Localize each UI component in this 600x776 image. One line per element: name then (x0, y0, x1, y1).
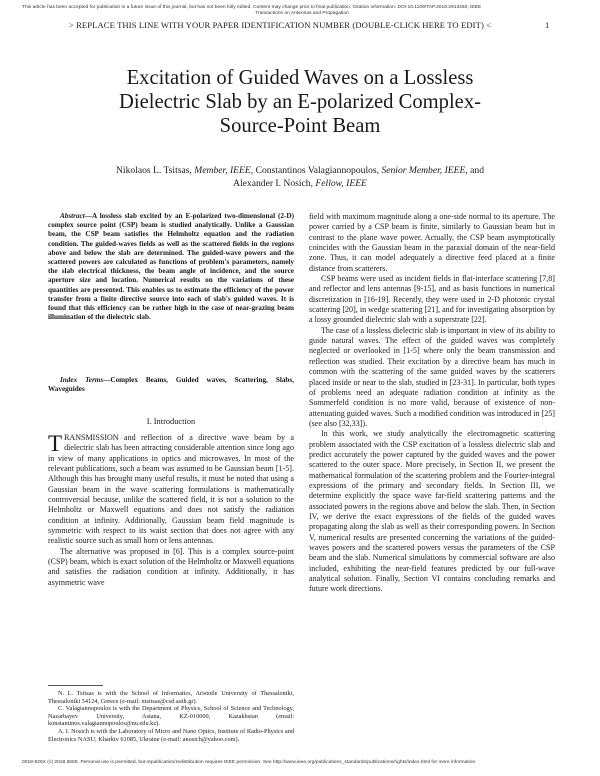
author-line-2 (60, 178, 540, 191)
footnote-2: C. Valagiannopoulos is with the Department of Physics, School of Science and Technology, Nazarbayev University, Astana, KZ-010000, Kazakhstan (email: konstantinos.valagiannopoulos@nu.edu.kz). (48, 705, 294, 728)
title-line-2: Dielectric Slab by an E-polarized Complex- (119, 91, 481, 113)
title-line-3: Source-Point Beam (219, 115, 381, 137)
intro-paragraph-2: The alternative was proposed in [6]. This is a complex source-point (CSP) beam, which is exact solution of the Helmholtz or Maxwell equations and satisfies the radiation condition at infinity. Additionally, it has asymmetric wave (48, 546, 294, 587)
author-line-1 (60, 165, 540, 178)
page-number: 1 (545, 20, 550, 30)
author-1-name: Nikolaos L. Tsitsas, (115, 165, 195, 176)
intro-paragraph-1-text: RANSMISSION and reflection of a directive wave beam by a dielectric slab has been attracting considerable attention since long ago in view of many applications in optics and microwaves. In most of the relevant publications, such a beam was assumed to be Gaussian beam [1-5]. Although this has brought many useful results, it must be noted that using a Gaussian beam in the wave scattering formulations is mathematically controversial because, unlike the scattered field, it is not a solution to the Helmholtz or Maxwell equations and does not satisfy the radiation condition at infinity. Additionally, Gaussian beam field magnitude is symmetric with respect to its waist section that does not agree with any realistic source such as small horn or lens antennas. (48, 433, 294, 546)
author-2-role: Senior Member, IEEE (381, 165, 466, 176)
abstract-label: Abstract (60, 212, 85, 220)
author-3-role: Fellow, IEEE (315, 177, 367, 189)
author-list (60, 165, 540, 190)
right-column-body (309, 212, 555, 595)
paper-title (60, 66, 540, 138)
intro-paragraph-1 (48, 433, 294, 547)
index-terms (48, 376, 294, 394)
abstract (48, 212, 294, 322)
paper-id-placeholder[interactable]: > REPLACE THIS LINE WITH YOUR PAPER IDENTIFICATION NUMBER (DOUBLE-CLICK HERE TO EDIT) < (68, 20, 492, 30)
copyright-footer: 0018-926X (c) 2018 IEEE. Personal use is permitted, but republication/redistribution requires IEEE permission. See http://www.ieee.org/publications_standards/publications/rights/index.html for more information. (22, 760, 477, 765)
drop-cap: T (48, 431, 63, 456)
footnote-divider (48, 685, 103, 686)
author-separator: , and (465, 165, 485, 176)
author-1-role: Member, IEEE (194, 165, 251, 176)
right-paragraph-1: field with maximum magnitude along a one-side normal to its aperture. The power carried by a CSP beam is finite, similarly to Gaussian beam but in contrast to the plane wave power. Actually, the CSP beam asymptotically coincides with the Gaussian beam in the paraxial domain of the near-field zone. Thus, it can model adequately a directive feed placed at a finite distance from scatterers. (309, 212, 555, 273)
footnote-3: A. I. Nosich is with the Laboratory of Micro and Nano Optics, Institute of Radio-Physics and Electronics NASU, Kharkiv 61085, Ukraine (e-mail: anosich@yahoo.com). (48, 727, 294, 743)
notice-line-1: This article has been accepted for publication in a future issue of this journal, but has not been fully edited. Content may change prior to final publication. Citation information: DOI 10.1109/TAP.2019.2913460, IEEE (22, 5, 482, 10)
abstract-text: —A lossless slab excited by an E-polarized two-dimensional (2-D) complex source point (CSP) beam is studied analytically. Unlike a Gaussian beam, the CSP beam satisfies the Helmholtz equation and the radiation condition. The guided-waves fields as well as the scattered fields in the regions above and below the slab are determined. The guided-wave powers and the scattered powers are calculated as functions of problem's parameters, namely the slab electrical thickness, the beam angle of incidence, and the source aperture size and location. Numerical results on the variations of these quantities are presented. This enables us to estimate the efficiency of the power transfer from a finite directive source into each of slab's guided waves. It is found that this efficiency can be rather high in the case of near-grazing beam illumination of the dielectric slab. (48, 212, 294, 322)
title-line-1: Excitation of Guided Waves on a Lossless (126, 67, 474, 89)
right-paragraph-2: CSP beams were used as incident fields in flat-interface scattering [7,8] and reflector and lens antennas [9-15], and as basis functions in numerical discretization in [16-19]. Recently, they were used in 2-D photonic crystal scattering [20], in wedge scattering [21], and for investigating absorption by a lossy grounded dielectric slab with a superstrate [22]. (309, 274, 555, 325)
section-heading-introduction: I. Introduction (146, 417, 196, 426)
journal-notice (22, 5, 582, 16)
author-footnotes (48, 690, 294, 743)
notice-line-2: Transactions on Antennas and Propagation (255, 10, 349, 16)
index-terms-label: Index Terms (60, 376, 104, 384)
right-paragraph-4: In this work, we study analytically the electromagnetic scattering problem associated with the CSP excitation of a lossless dielectric slab and predict accurately the power captured by the guided waves and the power scattered to the outer space. More precisely, in Section II, we present the mathematical formulation of the scattering problem and the Fourier-integral expressions of the primary and secondary fields. In Section III, we determine explicitly the space wave far-field scattering patterns and the associated powers in the regions above and below the slab. Then, in Section IV, we derive the exact expressions of the fields of the guided waves propagating along the slab as well as their corresponding powers. In Section V, numerical results are presented concerning the variations of the guided-waves powers and the scattered powers versus the parameters of the CSP beam and the slab. Numerical simulations by commercial software are also included, exhibiting the near-field features predicted by our full-wave analytical solution. Finally, Section VI contains concluding remarks and future work directions. (309, 429, 555, 594)
author-3-name: Alexander I. Nosich, (233, 177, 316, 189)
footnote-1: N. L. Tsitsas is with the School of Informatics, Aristotle University of Thessaloniki, Thessaloniki 54124, Greece (e-mail: ntsitsas@csd.auth.gr). (48, 690, 294, 705)
right-paragraph-3: The case of a lossless dielectric slab is important in view of its ability to guide natural waves. The effect of the guided waves was completely neglected or overlooked in [1-5] where only the beam transmission and reflection was studied. Their excitation by a directive beam has much in common with the scattering of the same guided waves by the scatterers placed inside or near to the slab, studied in [23-31]. In particular, both types of problems need an adequate radiation condition at infinity as the Sommerfeld condition is no more valid, because of existence of non-attenuating guided waves. Such a modified condition was introduced in [25] (see also [32,33]). (309, 325, 555, 428)
author-2-name: , Constantinos Valagiannopoulos, (250, 165, 382, 176)
introduction-body (48, 433, 294, 588)
index-terms-text: —Complex Beams, Guided waves, Scattering, Slabs, Waveguides (48, 376, 295, 394)
